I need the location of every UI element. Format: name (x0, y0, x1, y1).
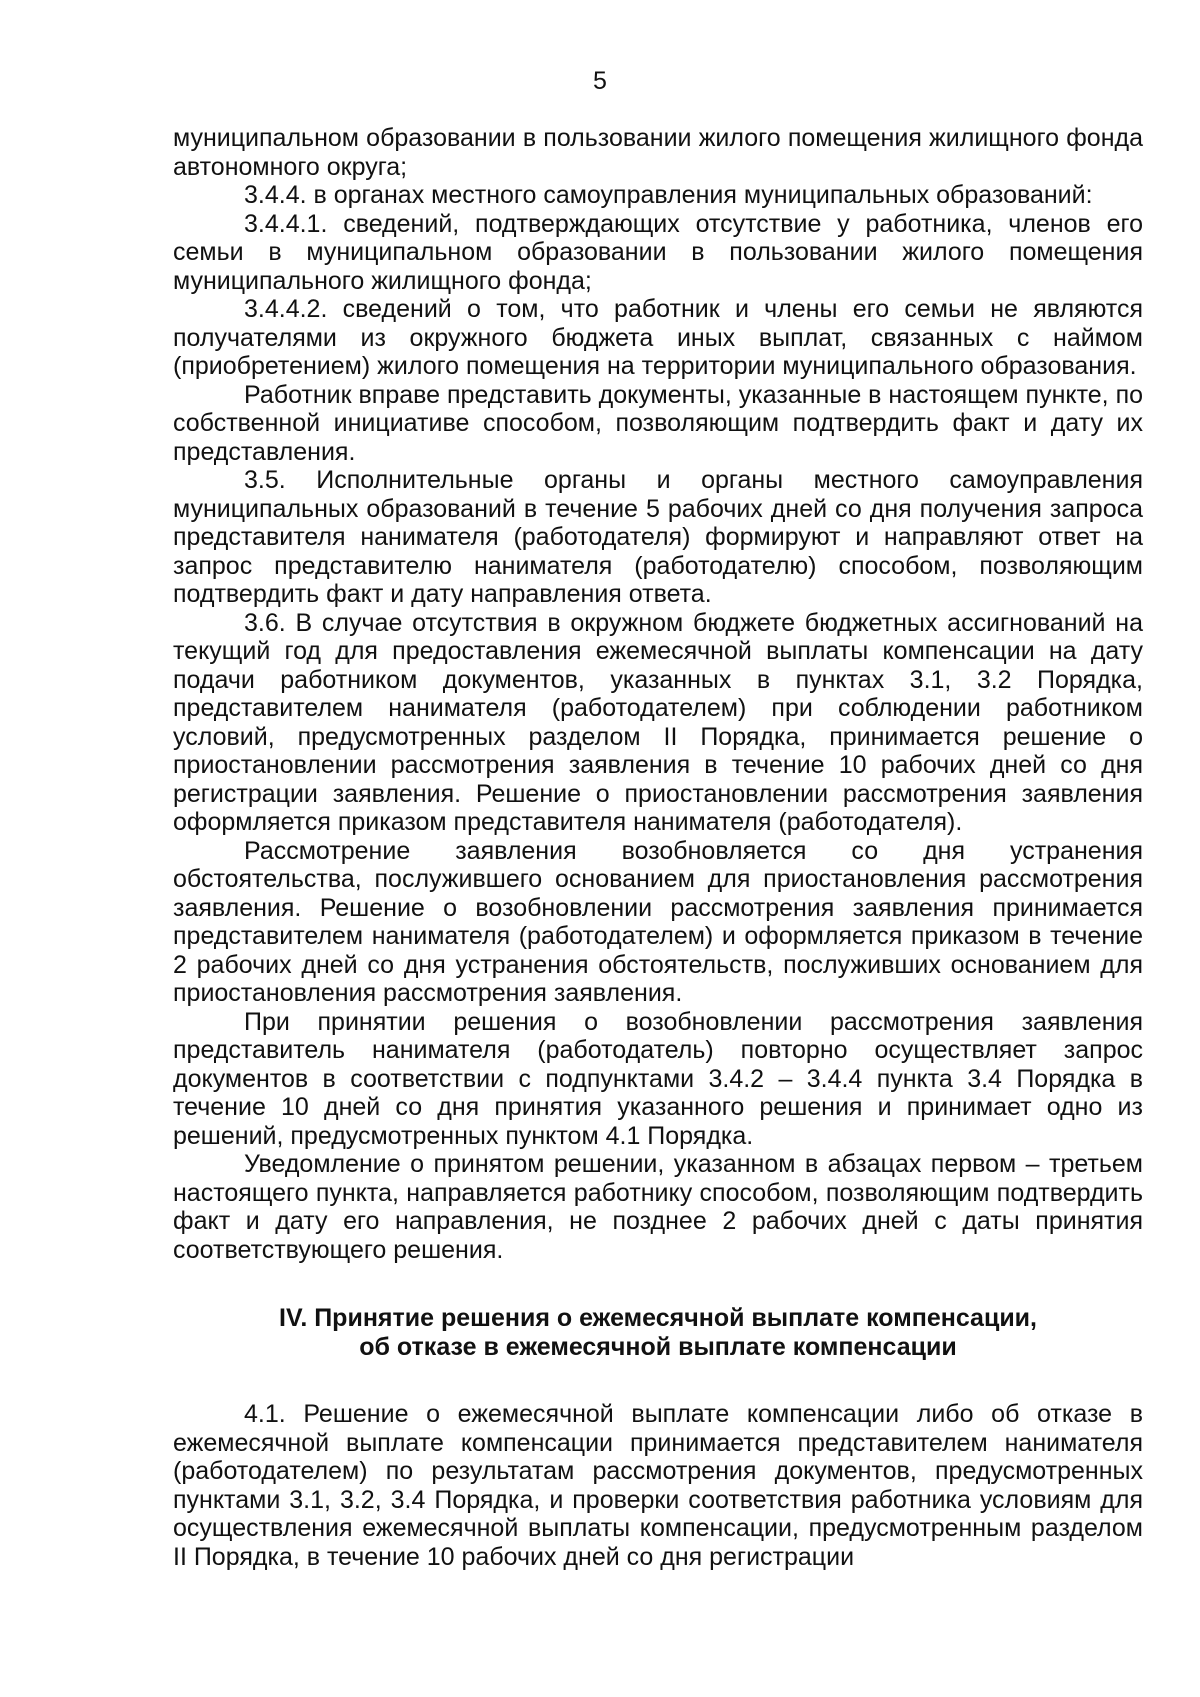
paragraph-3-6: 3.6. В случае отсутствия в окружном бюджете бюджетных ассигнований на текущий год для предоставления ежемесячной выплаты компенсации на дату подачи работником документов, указанных в пунктах 3.1, 3.2 Порядка, представителем нанимателя (работодателем) при соблюдении работником условий, предусмотренных разделом II Порядка, принимается решение о приостановлении рассмотрения заявления в течение 10 рабочих дней со дня регистрации заявления. Решение о приостановлении рассмотрения заявления оформляется приказом представителя нанимателя (работодателя). (173, 608, 1143, 836)
paragraph-continuation: муниципальном образовании в пользовании жилого помещения жилищного фонда автономного округа; (173, 124, 1143, 181)
section-heading-line-2: об отказе в ежемесячной выплате компенсации (359, 1333, 957, 1361)
paragraph-resumption: Рассмотрение заявления возобновляется со дня устранения обстоятельства, послужившего основанием для приостановления рассмотрения заявления. Решение о возобновлении рассмотрения заявления принимается представителем нанимателя (работодателем) и оформляется приказом в течение 2 рабочих дней со дня устранения обстоятельств, послуживших основанием для приостановления рассмотрения заявления. (173, 836, 1143, 1007)
paragraph-employee-right: Работник вправе представить документы, указанные в настоящем пункте, по собственной инициативе способом, позволяющим подтвердить факт и дату их представления. (173, 380, 1144, 466)
page-number: 5 (593, 67, 607, 95)
paragraph-3-4-4-1: 3.4.4.1. сведений, подтверждающих отсутствие у работника, членов его семьи в муниципальном образовании в пользовании жилого помещения муниципального жилищного фонда; (173, 209, 1143, 295)
paragraph-4-1: 4.1. Решение о ежемесячной выплате компенсации либо об отказе в ежемесячной выплате компенсации принимается представителем нанимателя (работодателем) по результатам рассмотрения документов, предусмотренных пунктами 3.1, 3.2, 3.4 Порядка, и проверки соответствия работника условиям для осуществления ежемесячной выплаты компенсации, предусмотренным разделом II Порядка, в течение 10 рабочих дней со дня регистрации (173, 1400, 1143, 1571)
section-heading (173, 1304, 1143, 1362)
section-heading-line-1: IV. Принятие решения о ежемесячной выплате компенсации, (279, 1304, 1037, 1332)
paragraph-3-5: 3.5. Исполнительные органы и органы местного самоуправления муниципальных образований в течение 5 рабочих дней со дня получения запроса представителя нанимателя (работодателя) формируют и направляют ответ на запрос представителю нанимателя (работодателю) способом, позволяющим подтвердить факт и дату направления ответа. (173, 466, 1143, 608)
paragraph-repeat-request: При принятии решения о возобновлении рассмотрения заявления представитель нанимателя (работодатель) повторно осуществляет запрос документов в соответствии с подпунктами 3.4.2 – 3.4.4 пункта 3.4 Порядка в течение 10 дней со дня принятия указанного решения и принимает одно из решений, предусмотренных пунктом 4.1 Порядка. (173, 1007, 1143, 1150)
paragraph-notification: Уведомление о принятом решении, указанном в абзацах первом – третьем настоящего пункта, направляется работнику способом, позволяющим подтвердить факт и дату его направления, не позднее 2 рабочих дней с даты принятия соответствующего решения. (173, 1150, 1143, 1264)
document-body (173, 124, 1143, 1571)
paragraph-3-4-4-2: 3.4.4.2. сведений о том, что работник и члены его семьи не являются получателями из окружного бюджета иных выплат, связанных с наймом (приобретением) жилого помещения на территории муниципального образования. (173, 295, 1143, 380)
paragraph-3-4-4: 3.4.4. в органах местного самоуправления муниципальных образований: (244, 181, 1093, 209)
